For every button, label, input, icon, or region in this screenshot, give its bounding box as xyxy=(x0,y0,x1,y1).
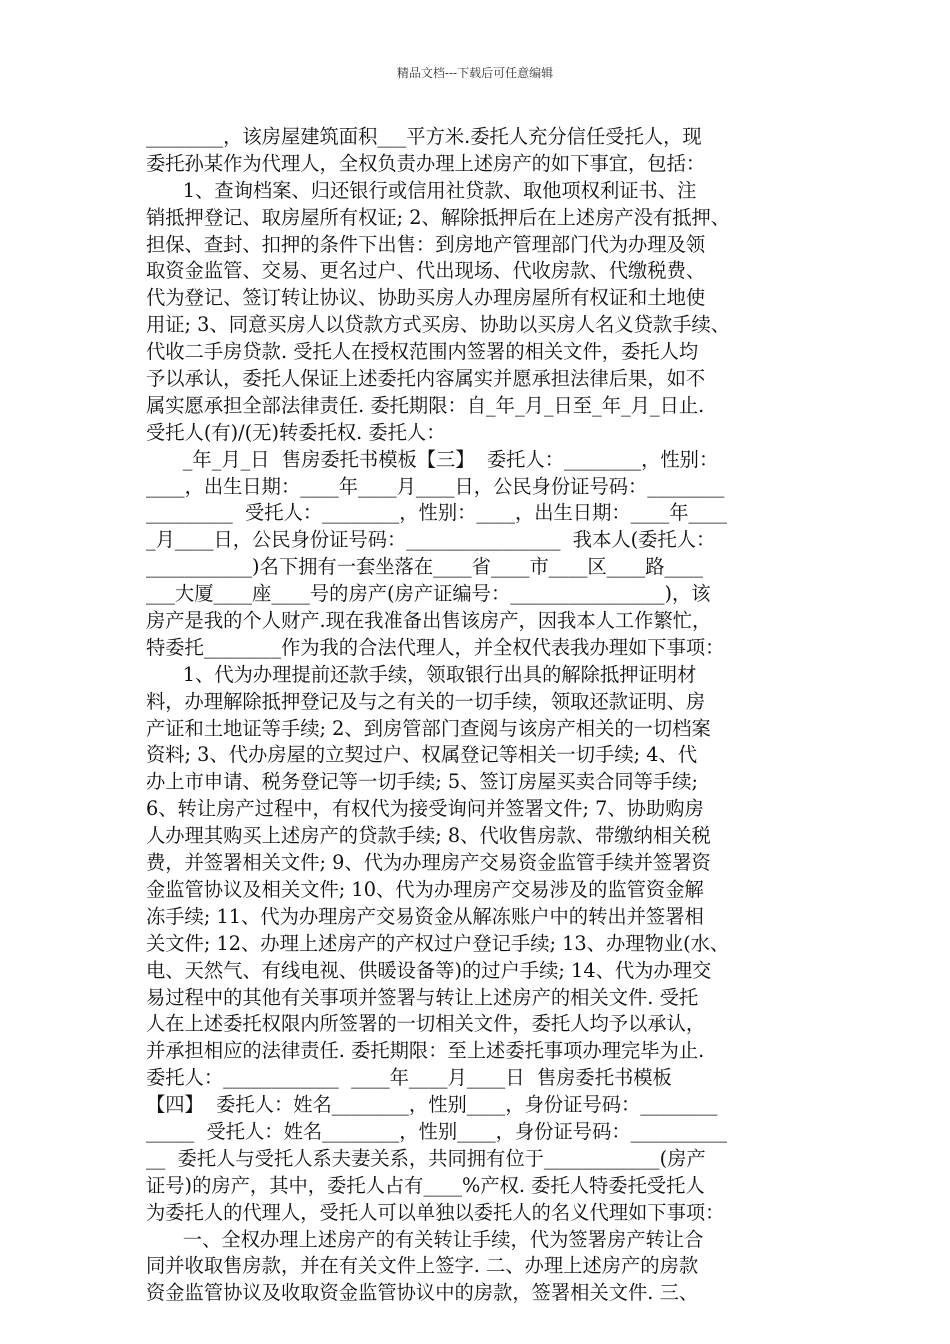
text-line: _________ 受托人：________，性别：____，出生日期：____年____ xyxy=(146,501,728,525)
text-line: 特委托________作为我的合法代理人，并全权代表我办理如下事项： xyxy=(146,635,725,659)
text-line: 易过程中的其他有关事项并签署与转让上述房产的相关文件. 受托 xyxy=(146,985,699,1009)
text-line: 人办理其购买上述房产的贷款手续; 8、代收售房款、带缴纳相关税 xyxy=(146,824,711,848)
text-line: 销抵押登记、取房屋所有权证; 2、解除抵押后在上述房产没有抵押、 xyxy=(146,205,731,229)
text-line: 一、全权办理上述房产的有关转让手续，代为签署房产转让合 xyxy=(146,1227,704,1251)
text-line: 予以承认，委托人保证上述委托内容属实并愿承担法律后果，如不 xyxy=(146,367,706,391)
text-line: 同并收取售房款，并在有关文件上签字. 二、办理上述房产的房款 xyxy=(146,1254,699,1278)
text-line: 用证; 3、同意买房人以贷款方式买房、协助以买房人名义贷款手续、 xyxy=(146,313,731,337)
text-line: 关文件; 12、办理上述房产的产权过户登记手续; 13、办理物业(水、 xyxy=(146,931,730,955)
text-line: 6、转让房产过程中，有权代为接受询问并签署文件; 7、协助购房 xyxy=(146,797,704,821)
text-line: 1、代为办理提前还款手续，领取银行出具的解除抵押证明材 xyxy=(146,662,697,686)
text-line: _年_月_日 售房委托书模板【三】 委托人：________，性别： xyxy=(146,447,719,471)
text-line: 料，办理解除抵押登记及与之有关的一切手续，领取还款证明、房 xyxy=(146,689,706,713)
text-line: 冻手续; 11、代为办理房产交易资金从解冻账户中的转出并签署相 xyxy=(146,904,704,928)
text-line: 并承担相应的法律责任. 委托期限：至上述委托事项办理完毕为止. xyxy=(146,1039,705,1063)
text-line: 1、查询档案、归还银行或信用社贷款、取他项权利证书、注 xyxy=(146,178,697,202)
text-line: 资料; 3、代办房屋的立契过户、权属登记等相关一切手续; 4、代 xyxy=(146,743,698,767)
text-line: 属实愿承担全部法律责任. 委托期限：自_年_月_日至_年_月_日止. xyxy=(146,393,705,417)
text-line: _____ 受托人：姓名________，性别____，身份证号码：__________ xyxy=(146,1119,728,1143)
text-line: 担保、查封、扣押的条件下出售：到房地产管理部门代为办理及领 xyxy=(146,232,706,256)
text-line: 取资金监管、交易、更名过户、代出现场、代收房款、代缴税费、 xyxy=(146,259,706,283)
text-line: 金监管协议及相关文件; 10、代为办理房产交易涉及的监管资金解 xyxy=(146,877,704,901)
text-line: 【四】 委托人：姓名________，性别____，身份证号码：________ xyxy=(146,1093,718,1117)
text-line: _月____日，公民身份证号码：________________ 我本人(委托人： xyxy=(146,528,716,552)
text-line: ____，出生日期：____年____月____日，公民身份证号码：________ xyxy=(146,474,725,498)
text-line: 人在上述委托权限内所签署的一切相关文件，委托人均予以承认， xyxy=(146,1012,706,1036)
text-line: 产证和土地证等手续; 2、到房管部门查阅与该房产相关的一切档案 xyxy=(146,716,711,740)
text-line: 为委托人的代理人，受托人可以单独以委托人的名义代理如下事项： xyxy=(146,1200,725,1224)
text-line: 代为登记、签订转让协议、协助买房人办理房屋所有权证和土地使 xyxy=(146,286,706,310)
text-line: 代收二手房贷款. 受托人在授权范围内签署的相关文件，委托人均 xyxy=(146,340,699,364)
text-line: ___大厦____座____号的房产(房产证编号：________________)，该 xyxy=(146,582,711,606)
text-line: 费，并签署相关文件; 9、代为办理房产交易资金监管手续并签署资 xyxy=(146,851,711,875)
text-line: 房产是我的个人财产.现在我准备出售该房产，因我本人工作繁忙， xyxy=(146,609,712,633)
text-line: ___________)名下拥有一套坐落在____省____市____区____路____ xyxy=(146,555,704,579)
text-line: 办上市申请、税务登记等一切手续; 5、签订房屋买卖合同等手续; xyxy=(146,770,698,794)
page-header: 精品文档---下载后可任意编辑 xyxy=(396,66,554,80)
text-line: 委托孙某作为代理人，全权负责办理上述房产的如下事宜，包括： xyxy=(146,151,706,175)
text-line: __ 委托人与受托人系夫妻关系，共同拥有位于____________(房产 xyxy=(146,1146,706,1170)
text-line: 证号)的房产，其中，委托人占有____%产权. 委托人特委托受托人 xyxy=(146,1173,705,1197)
text-line: 委托人：____________ ____年____月____日 售房委托书模板 xyxy=(146,1066,672,1090)
text-line: 电、天然气、有线电视、供暖设备等)的过户手续; 14、代为办理交 xyxy=(146,958,712,982)
text-line: ________，该房屋建筑面积___平方米.委托人充分信任受托人，现 xyxy=(146,125,702,148)
text-line: 受托人(有)/(无)转委托权. 委托人： xyxy=(146,420,446,444)
text-line: 资金监管协议及收取资金监管协议中的房款，签署相关文件. 三、 xyxy=(146,1281,699,1305)
document-body xyxy=(146,124,810,1307)
